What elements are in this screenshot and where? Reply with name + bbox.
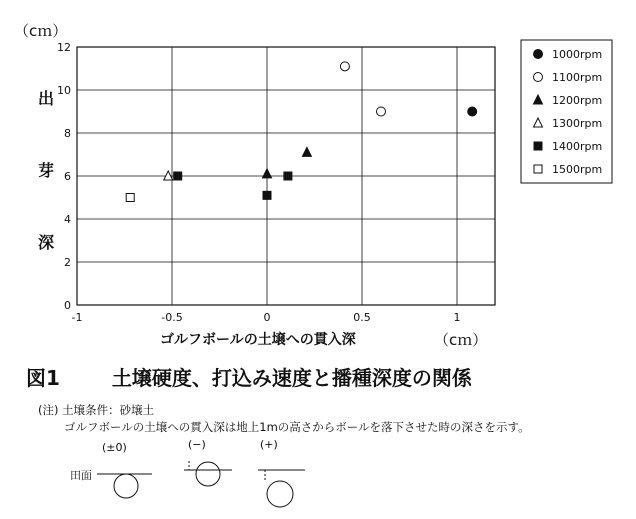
data-point: [263, 169, 272, 178]
ground-surface-label: 田面: [70, 469, 92, 482]
legend-marker-icon: [534, 73, 543, 82]
legend-box: [521, 40, 612, 183]
ball-icon: [196, 462, 220, 486]
y-axis-label-char-2: 芽: [38, 161, 55, 180]
note-soil-condition: (注) 土壌条件：砂壌土: [38, 403, 155, 417]
diagram-label-minus: (−): [188, 438, 206, 451]
data-point: [340, 62, 349, 71]
y-axis-label-char-1: 出: [38, 89, 55, 108]
data-point: [377, 107, 386, 116]
data-point: [284, 172, 292, 180]
x-tick-label: 1: [453, 311, 461, 324]
y-unit-label: （cｍ）: [14, 22, 68, 40]
x-tick-label: 0.5: [353, 311, 371, 324]
x-tick-labels: [72, 311, 461, 324]
legend-entry: 1300rpm: [552, 117, 603, 130]
data-point: [126, 194, 134, 202]
x-tick-label: 0: [263, 311, 271, 324]
legend-marker-icon: [534, 50, 543, 59]
data-point: [174, 172, 182, 180]
diagram-minus: [184, 461, 232, 486]
y-tick-label: 2: [64, 256, 71, 269]
legend-entry: 1000rpm: [552, 48, 603, 61]
y-tick-label: 10: [57, 84, 71, 97]
y-tick-labels: [57, 41, 71, 312]
data-points: [126, 62, 477, 202]
y-tick-label: 8: [64, 127, 71, 140]
y-tick-label: 6: [64, 170, 71, 183]
ball-icon: [267, 481, 293, 507]
y-tick-label: 12: [57, 41, 71, 54]
data-point: [263, 191, 271, 199]
diagram-plus: [258, 470, 305, 507]
x-tick-label: -1: [71, 311, 83, 324]
legend-entry: 1200rpm: [552, 94, 603, 107]
legend-entry: 1400rpm: [552, 140, 603, 153]
figure-number: 図1: [26, 366, 60, 390]
y-tick-label: 0: [64, 299, 71, 312]
legend-entry: 1100rpm: [552, 71, 603, 84]
legend-marker-icon: [534, 142, 542, 150]
data-point: [468, 107, 477, 116]
x-tick-label: -0.5: [161, 311, 183, 324]
data-point: [164, 171, 173, 180]
figure-caption-text: 土壌硬度、打込み速度と播種深度の関係: [111, 366, 472, 390]
ball-icon: [114, 474, 138, 498]
y-axis-label-char-3: 深: [38, 233, 55, 252]
diagram-label-zero: (±0): [102, 441, 127, 454]
note-penetration-depth: ゴルフボールの土壌への貫入深は地上1mの高さからボールを落下させた時の深さを示す。: [64, 420, 530, 434]
y-tick-label: 4: [64, 213, 71, 226]
legend-marker-icon: [534, 165, 542, 173]
figure-caption: [26, 362, 472, 391]
diagram-label-plus: (+): [260, 438, 278, 451]
x-unit-label: （cｍ）: [434, 331, 488, 349]
data-point: [302, 147, 311, 156]
x-axis-label: ゴルフボールの土壌への貫入深: [160, 332, 356, 348]
legend-entry: 1500rpm: [552, 163, 603, 176]
diagram-zero: [97, 474, 152, 498]
